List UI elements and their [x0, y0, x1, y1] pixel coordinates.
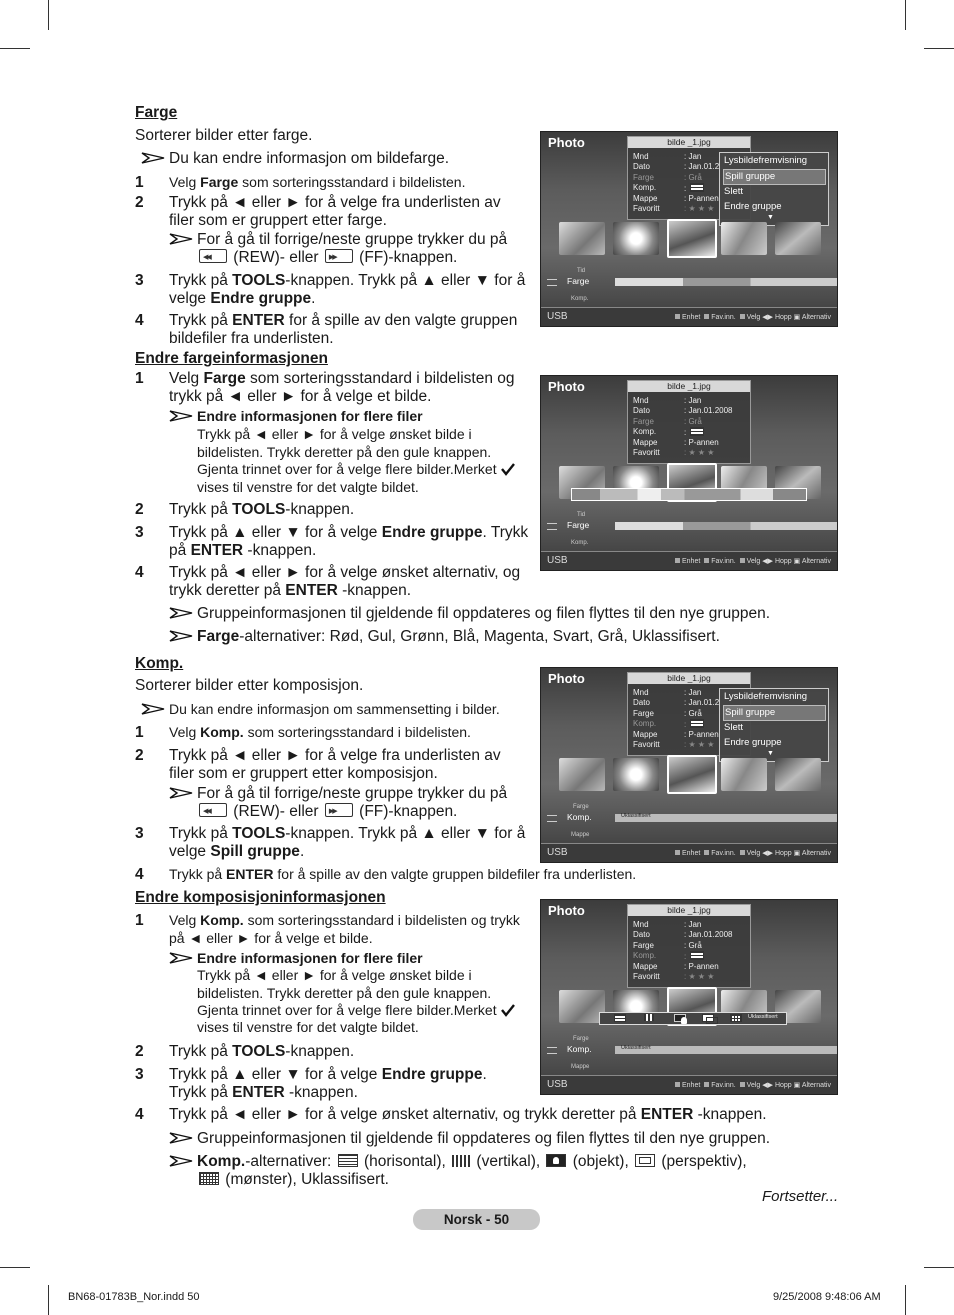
endre-komp-sub-l3: Gjenta trinnet over for å velge flere bilder.Merket	[197, 1002, 516, 1019]
tv-label: Komp.	[633, 719, 657, 729]
tv-value: :	[684, 183, 706, 194]
tv-label: Mappe	[633, 437, 658, 447]
tv-sort-next: Mappe	[571, 832, 590, 838]
horizontal-icon	[338, 1154, 358, 1167]
tv-sort-prev: Farge	[573, 804, 589, 810]
tv-info-panel	[627, 904, 751, 988]
horizontal-icon	[614, 1014, 626, 1022]
tv-sort-bar	[541, 262, 837, 304]
note-arrow-icon	[169, 233, 193, 245]
horizontal-icon	[690, 719, 704, 728]
step-number: 4	[135, 1106, 144, 1123]
tv-tools-menu	[719, 152, 829, 226]
tv-sort-prev: Tid	[577, 268, 586, 274]
crop-mark	[48, 1285, 49, 1315]
tv-label: Dato	[633, 698, 650, 708]
tv-title: Photo	[548, 671, 585, 686]
tv-thumbnail[interactable]	[775, 222, 821, 255]
pattern-icon	[730, 1014, 742, 1022]
tv-thumbnail[interactable]	[721, 758, 767, 791]
tv-label: Favoritt	[633, 739, 660, 749]
endre-komp-sub-l1: Trykk på ◄ eller ► for å velge ønsket bilde i	[197, 967, 472, 983]
tv-sublist-track[interactable]	[615, 522, 838, 530]
farge-note: Du kan endre informasjon om bildefarge.	[141, 150, 449, 168]
tv-uklass-label: Uklassifisert	[621, 813, 651, 819]
crop-mark	[0, 1267, 30, 1268]
tv-label: Favoritt	[633, 203, 660, 213]
tv-value: : Jan	[684, 688, 702, 697]
tv-title: Photo	[548, 135, 585, 150]
tv-label: Dato	[633, 406, 650, 416]
step-number: 2	[135, 1043, 144, 1060]
tv-value: :	[684, 427, 706, 438]
tv-filename: bilde _1.jpg	[628, 905, 750, 916]
step-number: 3	[135, 524, 144, 541]
object-icon	[546, 1154, 566, 1167]
tv-value: : P-annen	[684, 961, 719, 971]
ff-button-icon	[325, 803, 353, 817]
tv-screen-komp-menu	[540, 667, 838, 863]
tv-menu-item-selected[interactable]: Spill gruppe	[723, 705, 826, 721]
komp-note: Du kan endre informasjon om sammensetting i bilder.	[141, 701, 500, 718]
tv-label: Mappe	[633, 729, 658, 739]
tv-menu-item[interactable]: Lysbildefremvisning	[724, 155, 808, 166]
tv-thumbnail[interactable]	[559, 758, 605, 791]
tv-footer	[541, 1075, 837, 1094]
tv-sort-next: Mappe	[571, 1064, 590, 1070]
komp-step2-line1: Trykk på ◄ eller ► for å velge fra underlisten av	[169, 747, 501, 764]
tv-screen-komp-edit	[540, 899, 838, 1095]
tv-value: : Jan.01.2	[684, 698, 720, 708]
horizontal-icon	[690, 183, 704, 192]
step-number: 2	[135, 747, 144, 764]
tv-filename: bilde _1.jpg	[628, 381, 750, 392]
tv-label: Farge	[633, 940, 654, 950]
tv-sort-icon	[547, 815, 557, 822]
komp-step4: Trykk på ENTER for å spille av den valgte gruppen bildefiler fra underlisten.	[169, 866, 637, 882]
note-arrow-icon	[169, 1155, 193, 1167]
tv-sort-icon	[547, 279, 557, 286]
tv-menu-item[interactable]: Endre gruppe	[724, 737, 782, 748]
endre-komp-note1: Gruppeinformasjonen til gjeldende fil oppdateres og filen flyttes til den nye gruppen.	[169, 1130, 770, 1148]
tv-help-bar: Enhet Fav.inn. Velg ◀▶ Hopp ▣ Alternativ	[671, 313, 831, 321]
step-number: 3	[135, 825, 144, 842]
crop-mark	[924, 48, 954, 49]
endre-komp-sub-l4: vises til venstre for det valgte bildet.	[197, 1019, 419, 1035]
tv-tools-menu	[719, 688, 829, 762]
endre-farge-sub-l2: bildelisten. Trykk deretter på den gule knappen.	[197, 444, 492, 460]
crop-mark	[905, 1285, 906, 1315]
tv-screen-farge-edit	[540, 375, 838, 571]
endre-farge-step3: Trykk på ▲ eller ▼ for å velge Endre gruppe. Trykk	[169, 524, 529, 541]
tv-value: : Jan	[684, 152, 702, 161]
tv-uklass-label: Uklassifisert	[748, 1014, 778, 1020]
tv-title: Photo	[548, 903, 585, 918]
tv-value: : ★ ★ ★	[684, 203, 715, 213]
tv-label: Dato	[633, 930, 650, 940]
tv-value: : ★ ★ ★	[684, 971, 715, 981]
horizontal-icon	[690, 951, 704, 960]
endre-farge-sub-title: Endre informasjonen for flere filer	[169, 408, 423, 425]
tv-help-bar: Enhet Fav.inn. Velg ◀▶ Hopp ▣ Alternativ	[671, 1081, 831, 1089]
tv-value: :	[684, 951, 706, 962]
farge-step4: Trykk på ENTER for å spille av den valgte gruppen	[169, 312, 518, 329]
rew-button-icon	[199, 803, 227, 817]
tv-value: : Jan.01.2008	[684, 930, 733, 940]
tv-value: : Grå	[684, 416, 702, 426]
farge-step4-line2: bildefiler fra underlisten.	[169, 330, 334, 347]
tv-sort-icon	[547, 523, 557, 530]
tv-usb-label: USB	[547, 847, 568, 858]
step-number: 3	[135, 1066, 144, 1083]
farge-intro: Sorterer bilder etter farge.	[135, 127, 313, 144]
tv-label: Mappe	[633, 961, 658, 971]
tv-value: :	[684, 719, 706, 730]
farge-step3: Trykk på TOOLS-knappen. Trykk på ▲ eller ▼ for å	[169, 272, 526, 289]
tv-value: : P-annen	[684, 729, 719, 739]
tv-label: Mnd	[633, 920, 649, 929]
ff-button-icon	[325, 249, 353, 263]
komp-step3-line2: velge Spill gruppe.	[169, 843, 305, 860]
step-number: 2	[135, 501, 144, 518]
crop-mark	[924, 1267, 954, 1268]
tv-thumbnail[interactable]	[559, 222, 605, 255]
step-number: 1	[135, 912, 144, 929]
endre-komp-sub-title: Endre informasjonen for flere filer	[169, 950, 423, 967]
vertical-icon	[644, 1014, 654, 1021]
note-arrow-icon	[141, 703, 165, 715]
section-heading-endre-komp: Endre komposisjoninformasjonen	[135, 889, 386, 906]
tv-sublist-track[interactable]	[615, 278, 838, 286]
tv-value: : ★ ★ ★	[684, 739, 715, 749]
tv-footer	[541, 551, 837, 570]
tv-value: : P-annen	[684, 437, 719, 447]
note-arrow-icon	[169, 630, 193, 642]
step-number: 4	[135, 312, 144, 329]
note-arrow-icon	[169, 787, 193, 799]
tv-value: : Grå	[684, 940, 702, 950]
perspective-icon	[702, 1014, 714, 1022]
tv-menu-item-selected[interactable]: Spill gruppe	[723, 169, 826, 185]
endre-komp-step2: Trykk på TOOLS-knappen.	[169, 1043, 355, 1060]
tv-sort-next: Komp.	[571, 540, 589, 546]
tv-thumbnail[interactable]	[775, 758, 821, 791]
endre-farge-step1-line2: trykk på ◄ eller ► for å velge et bilde.	[169, 388, 432, 405]
crop-mark	[0, 48, 30, 49]
farge-step1: Velg Farge som sorteringsstandard i bildelisten.	[169, 174, 466, 190]
tv-menu-item[interactable]: Lysbildefremvisning	[724, 691, 808, 702]
tv-label: Komp.	[633, 183, 657, 193]
tv-menu-item[interactable]: Slett	[724, 186, 744, 197]
tv-value: : Jan	[684, 920, 702, 929]
tv-thumbnail-selected[interactable]	[667, 755, 717, 794]
endre-komp-note2: Komp.-alternativer: (horisontal), (vertikal), (objekt), (perspektiv),	[169, 1153, 747, 1171]
tv-sort-prev: Farge	[573, 1036, 589, 1042]
tv-sublist-track[interactable]	[615, 1046, 838, 1054]
komp-step2-line2: filer som er gruppert etter komposisjon.	[169, 765, 438, 782]
step-number: 2	[135, 194, 144, 211]
endre-farge-note2: Farge-alternativer: Rød, Gul, Grønn, Blå, Magenta, Svart, Grå, Uklassifisert.	[169, 628, 720, 646]
tv-label: Komp.	[633, 951, 657, 961]
komp-step2-note-line2: ◀◀ (REW)- eller ▶▶ (FF)-knappen.	[197, 803, 457, 821]
tv-label: Mnd	[633, 152, 649, 161]
farge-step2-line1: Trykk på ◄ eller ► for å velge fra underlisten av	[169, 194, 501, 211]
tv-thumbnail[interactable]	[613, 222, 659, 255]
section-heading-komp: Komp.	[135, 655, 184, 672]
tv-value: : Grå	[684, 172, 702, 182]
step-number: 1	[135, 174, 144, 191]
note-arrow-icon	[169, 1132, 193, 1144]
tv-value: : ★ ★ ★	[684, 447, 715, 457]
tv-label: Mnd	[633, 396, 649, 405]
tv-thumbnail[interactable]	[721, 222, 767, 255]
endre-farge-step2: Trykk på TOOLS-knappen.	[169, 501, 355, 518]
tv-label: Favoritt	[633, 971, 660, 981]
tv-label: Farge	[633, 172, 654, 182]
tv-label: Favoritt	[633, 447, 660, 457]
endre-farge-sub-l1: Trykk på ◄ eller ► for å velge ønsket bilde i	[197, 426, 472, 442]
komp-intro: Sorterer bilder etter komposisjon.	[135, 677, 364, 694]
step-number: 1	[135, 370, 144, 387]
komp-step2-note: For å gå til forrige/neste gruppe trykker du på	[169, 785, 507, 803]
tv-info-panel	[627, 380, 751, 464]
endre-farge-step4-line2: trykk deretter på ENTER -knappen.	[169, 582, 412, 599]
note-arrow-icon	[169, 410, 193, 422]
tv-thumbnail-selected[interactable]	[667, 219, 717, 258]
note-arrow-icon	[141, 152, 165, 164]
note-arrow-icon	[169, 607, 193, 619]
farge-step2-note-line2: ◀◀ (REW)- eller ▶▶ (FF)-knappen.	[197, 249, 457, 267]
endre-farge-sub-l3: Gjenta trinnet over for å velge flere bilder.Merket	[197, 461, 516, 478]
object-icon	[674, 1014, 686, 1022]
crop-mark	[905, 0, 906, 30]
komp-step1: Velg Komp. som sorteringsstandard i bildelisten.	[169, 724, 471, 740]
tv-value: : Grå	[684, 708, 702, 718]
tv-value: : P-annen	[684, 193, 719, 203]
rew-button-icon	[199, 249, 227, 263]
tv-label: Mnd	[633, 688, 649, 697]
tv-thumbnail-strip	[559, 222, 821, 258]
page-number-badge: Norsk - 50	[413, 1209, 540, 1230]
farge-step2-note: For å gå til forrige/neste gruppe trykker du på	[169, 231, 507, 249]
endre-farge-step3-line2: på ENTER -knappen.	[169, 542, 317, 559]
vertical-icon	[452, 1155, 470, 1167]
tv-menu-item[interactable]: Slett	[724, 722, 744, 733]
tv-sort-icon	[547, 1047, 557, 1054]
section-heading-farge: Farge	[135, 104, 178, 121]
tv-screen-farge-menu	[540, 131, 838, 327]
tv-label: Mappe	[633, 193, 658, 203]
tv-sort-label: Farge	[567, 520, 590, 530]
tv-menu-more-icon: ▼	[767, 750, 774, 757]
endre-farge-step4: Trykk på ◄ eller ► for å velge ønsket alternativ, og	[169, 564, 521, 581]
tv-menu-more-icon: ▼	[767, 214, 774, 221]
endre-komp-note2-line2: (mønster), Uklassifisert.	[197, 1171, 389, 1189]
tv-thumbnail-strip	[559, 758, 821, 794]
tv-filename: bilde _1.jpg	[628, 137, 750, 148]
tv-sort-bar	[541, 506, 837, 548]
tv-label: Komp.	[633, 427, 657, 437]
print-file-label: BN68-01783B_Nor.indd 50	[68, 1291, 200, 1303]
tv-title: Photo	[548, 379, 585, 394]
endre-komp-step1: Velg Komp. som sorteringsstandard i bildelisten og trykk	[169, 912, 520, 928]
continued-label: Fortsetter...	[762, 1188, 839, 1205]
tv-thumbnail[interactable]	[613, 758, 659, 791]
tv-value: : Jan	[684, 396, 702, 405]
tv-sublist-track[interactable]	[615, 814, 838, 822]
tv-sort-label: Komp.	[567, 812, 592, 822]
pattern-icon	[199, 1172, 219, 1185]
endre-farge-note1: Gruppeinformasjonen til gjeldende fil oppdateres og filen flyttes til den nye gruppen.	[169, 605, 770, 623]
tv-sort-bar	[541, 798, 837, 840]
tv-usb-label: USB	[547, 555, 568, 566]
farge-step2-line2: filer som er gruppert etter farge.	[169, 212, 387, 229]
tv-sort-next: Komp.	[571, 296, 589, 302]
step-number: 3	[135, 272, 144, 289]
tv-menu-item[interactable]: Endre gruppe	[724, 201, 782, 212]
tv-help-bar: Enhet Fav.inn. Velg ◀▶ Hopp ▣ Alternativ	[671, 557, 831, 565]
farge-step3-line2: velge Endre gruppe.	[169, 290, 316, 307]
tv-value: : Jan.01.2008	[684, 406, 733, 416]
tv-filename: bilde _1.jpg	[628, 673, 750, 684]
tv-value: : Jan.01.2	[684, 162, 720, 172]
endre-komp-step3-line2: Trykk på ENTER -knappen.	[169, 1084, 358, 1101]
checkmark-icon	[500, 462, 516, 476]
endre-farge-step1: Velg Farge som sorteringsstandard i bildelisten og	[169, 370, 515, 387]
endre-komp-step3: Trykk på ▲ eller ▼ for å velge Endre gruppe.	[169, 1066, 487, 1083]
tv-komp-options-strip[interactable]	[599, 1012, 787, 1025]
endre-komp-sub-l2: bildelisten. Trykk deretter på den gule knappen.	[197, 985, 492, 1001]
tv-usb-label: USB	[547, 311, 568, 322]
step-number: 4	[135, 564, 144, 581]
komp-step3: Trykk på TOOLS-knappen. Trykk på ▲ eller ▼ for å	[169, 825, 526, 842]
endre-farge-sub-l4: vises til venstre for det valgte bildet.	[197, 479, 419, 495]
print-date-label: 9/25/2008 9:48:06 AM	[773, 1291, 881, 1303]
tv-label: Dato	[633, 162, 650, 172]
note-arrow-icon	[169, 952, 193, 964]
section-heading-endre-farge: Endre fargeinformasjonen	[135, 350, 328, 367]
perspective-icon	[635, 1154, 655, 1167]
endre-komp-step4: Trykk på ◄ eller ► for å velge ønsket alternativ, og trykk deretter på ENTER -knappen.	[169, 1106, 767, 1123]
tv-sort-label: Komp.	[567, 1044, 592, 1054]
tv-sort-bar	[541, 1030, 837, 1072]
crop-mark	[48, 0, 49, 30]
checkmark-icon	[500, 1003, 516, 1017]
tv-uklass-label: Uklassifisert	[621, 1045, 651, 1051]
tv-label: Farge	[633, 708, 654, 718]
tv-sort-label: Farge	[567, 276, 590, 286]
tv-footer	[541, 843, 837, 862]
tv-usb-label: USB	[547, 1079, 568, 1090]
tv-color-options-strip[interactable]	[571, 488, 807, 501]
tv-footer	[541, 307, 837, 326]
horizontal-icon	[690, 427, 704, 436]
tv-sort-prev: Tid	[577, 512, 586, 518]
tv-label: Farge	[633, 416, 654, 426]
step-number: 4	[135, 866, 144, 883]
endre-komp-step1-line2: på ◄ eller ► for å velge et bilde.	[169, 930, 373, 946]
step-number: 1	[135, 724, 144, 741]
tv-help-bar: Enhet Fav.inn. Velg ◀▶ Hopp ▣ Alternativ	[671, 849, 831, 857]
